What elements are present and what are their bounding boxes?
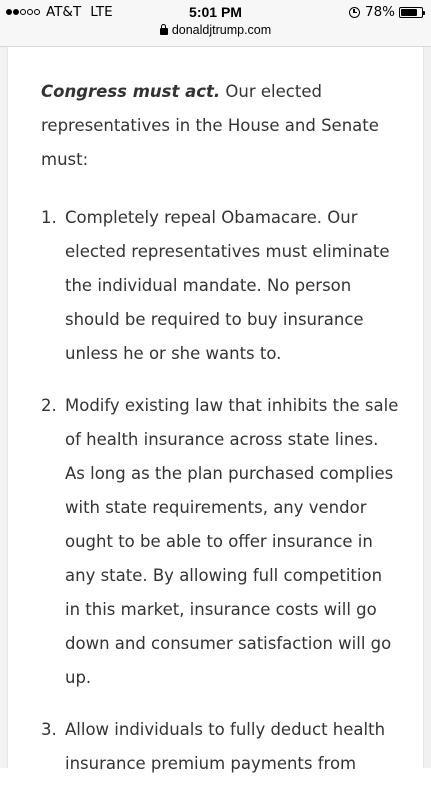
list-item bbox=[41, 201, 401, 371]
page-margin-right bbox=[423, 47, 431, 768]
list-item-text: Allow individuals to fully deduct health insurance premium payments from bbox=[65, 720, 386, 773]
list-item bbox=[41, 389, 401, 695]
battery-icon bbox=[399, 7, 423, 18]
intro-emphasis: Congress must act. bbox=[41, 82, 221, 101]
list-item bbox=[41, 713, 401, 781]
alarm-icon bbox=[349, 7, 360, 18]
address-bar[interactable] bbox=[0, 23, 431, 37]
reform-list bbox=[41, 201, 401, 781]
article-body bbox=[41, 75, 401, 799]
url-text[interactable]: donaldjtrump.com bbox=[171, 23, 272, 37]
page-margin-left bbox=[0, 47, 8, 768]
status-bar bbox=[0, 0, 431, 47]
lock-icon bbox=[160, 28, 168, 35]
clock: 5:01 PM bbox=[189, 4, 242, 20]
list-item-text: Modify existing law that inhibits the sale of health insurance across state lines. As long as the plan purchased complies with state requirements, any vendor ought to be able to offer insurance in any state. By allowing full competition in this market, insurance costs will go down and consumer satisfaction will go up. bbox=[65, 396, 399, 687]
list-item-text: Completely repeal Obamacare. Our elected representatives must eliminate the individual mandate. No person should be required to buy insurance unless he or she wants to. bbox=[65, 208, 390, 363]
carrier-name: AT&T bbox=[46, 4, 82, 20]
list-item-number: 3. bbox=[41, 720, 57, 739]
battery-percentage: 78% bbox=[364, 4, 395, 20]
list-item-number: 2. bbox=[41, 396, 57, 415]
intro-paragraph bbox=[41, 75, 401, 177]
network-type: LTE bbox=[90, 4, 113, 20]
web-page[interactable] bbox=[0, 47, 431, 773]
intro-text: Our elected representatives in the House and Senate must: bbox=[41, 82, 379, 169]
list-item-number: 1. bbox=[41, 208, 57, 227]
